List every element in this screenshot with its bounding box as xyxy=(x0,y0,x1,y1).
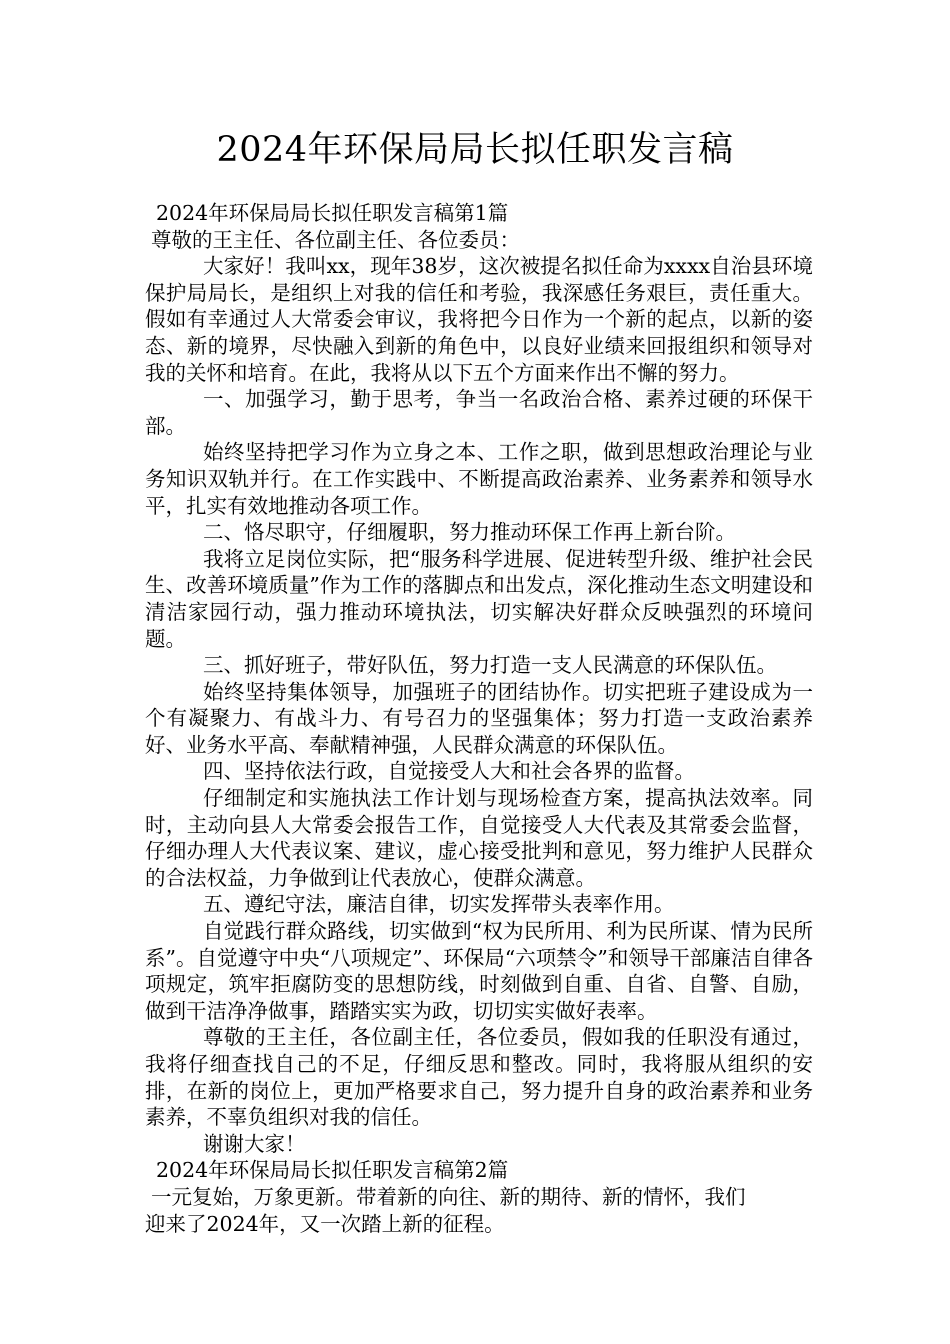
point-heading-2: 二、恪尽职守，仔细履职，努力推动环保工作再上新台阶。 xyxy=(203,520,736,545)
salutation: 尊敬的王主任、各位副主任、各位委员： xyxy=(151,227,520,252)
document-body xyxy=(145,200,813,1237)
document-title: 2024年环保局局长拟任职发言稿 xyxy=(216,130,734,170)
paragraph-point-4: 仔细制定和实施执法工作计划与现场检查方案，提高执法效率。同时，主动向县人大常委会报告工作，自觉接受人大代表及其常委会监督，仔细办理人大代表议案、建议，虚心接受批判和意见，努力维护人民群众的合法权益，力争做到让代表放心，使群众满意。 xyxy=(145,786,813,890)
point-heading-1: 一、加强学习，勤于思考，争当一名政治合格、素养过硬的环保干部。 xyxy=(145,387,813,438)
intro-first-line: 一元复始，万象更新。带着新的向往、新的期待、新的情怀，我们 xyxy=(151,1184,746,1209)
paragraph-intro: 大家好！我叫xx，现年38岁，这次被提名拟任命为xxxx自治县环境保护局局长，是组织上对我的信任和考验，我深感任务艰巨，责任重大。假如有幸通过人大常委会审议，我将把今日作为一个新的起点，以新的姿态、新的境界，尽快融入到新的角色中，以良好业绩来回报组织和领导对我的关怀和培育。在此，我将从以下五个方面来作出不懈的努力。 xyxy=(145,254,813,385)
point-heading-5: 五、遵纪守法，廉洁自律，切实发挥带头表率作用。 xyxy=(203,892,675,917)
paragraph-closing: 尊敬的王主任，各位副主任，各位委员，假如我的任职没有通过，我将仔细查找自己的不足，仔细反思和整改。同时，我将服从组织的安排，在新的岗位上，更加严格要求自己，努力提升自身的政治素养和业务素养，不辜负组织对我的信任。 xyxy=(145,1025,813,1130)
paragraph-point-1: 始终坚持把学习作为立身之本、工作之职，做到思想政治理论与业务知识双轨并行。在工作实践中、不断提高政治素养、业务素养和领导水平，扎实有效地推动各项工作。 xyxy=(145,440,813,518)
paragraph-thanks: 谢谢大家！ xyxy=(203,1131,306,1156)
section-heading-1: 2024年环保局局长拟任职发言稿第1篇 xyxy=(156,201,509,225)
intro-rest: 迎来了2024年，又一次踏上新的征程。 xyxy=(145,1211,505,1236)
section-heading-2: 2024年环保局局长拟任职发言稿第2篇 xyxy=(156,1158,509,1183)
paragraph-point-2: 我将立足岗位实际，把“服务科学进展、促进转型升级、维护社会民生、改善环境质量”作为工作的落脚点和出发点，深化推动生态文明建设和清洁家园行动，强力推动环境执法，切实解决好群众反映强烈的环境问题。 xyxy=(145,546,813,651)
paragraph-point-5: 自觉践行群众路线，切实做到“权为民所用、利为民所谋、情为民所系”。自觉遵守中央“八项规定”、环保局“六项禁令”和领导干部廉洁自律各项规定，筑牢拒腐防变的思想防线，时刻做到自重、自省、自警、自励，做到干洁净净做事，踏踏实实为政，切切实实做好表率。 xyxy=(145,919,813,1023)
point-heading-4: 四、坚持依法行政，自觉接受人大和社会各界的监督。 xyxy=(203,759,695,784)
paragraph-section2-intro xyxy=(145,1184,813,1237)
point-heading-3: 三、抓好班子，带好队伍，努力打造一支人民满意的环保队伍。 xyxy=(203,653,777,678)
paragraph-point-3: 始终坚持集体领导，加强班子的团结协作。切实把班子建设成为一个有凝聚力、有战斗力、有号召力的坚强集体；努力打造一支政治素养好、业务水平高、奉献精神强，人民群众满意的环保队伍。 xyxy=(145,679,813,757)
